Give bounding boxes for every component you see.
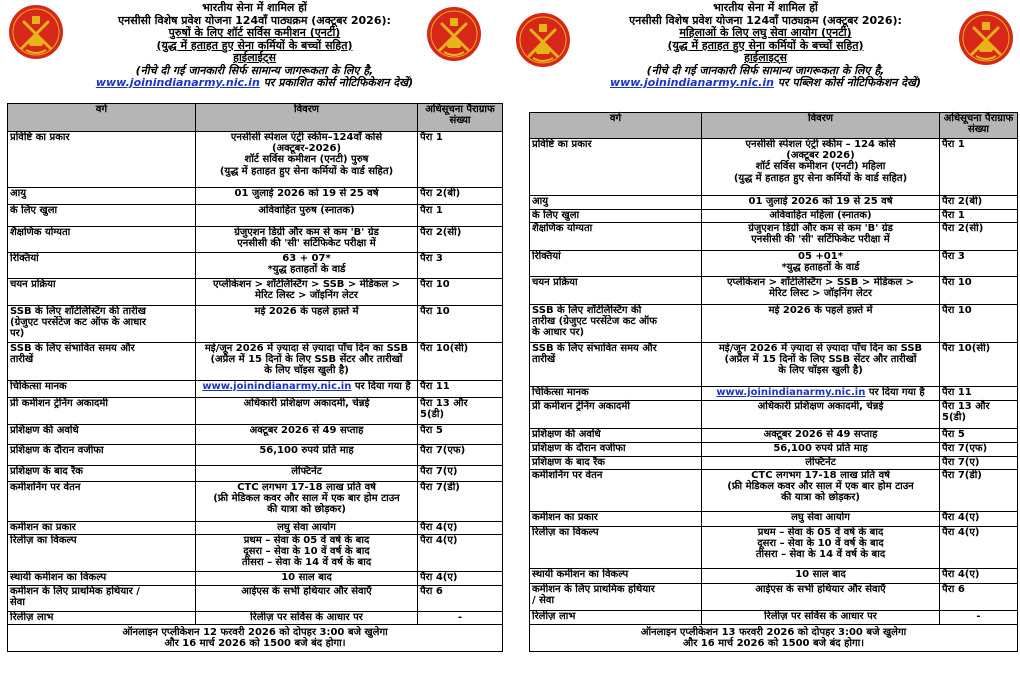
table-row xyxy=(530,401,1018,429)
details-cell: मई 2026 के पहले हफ़्ते में xyxy=(702,305,940,343)
table-row xyxy=(8,188,503,205)
details-cell: प्रथम – सेवा के 05 वें वर्ष के बाद दूसरा – सेवा के 10 वें वर्ष के बाद तीसरा – सेवा के 14 वें वर्ष के बाद xyxy=(702,527,940,569)
details-cell xyxy=(702,387,940,401)
header-line: पुरुषों के लिए शॉर्ट सर्विस कमीशन (एनटी) xyxy=(168,26,341,39)
paragraph-number-cell: पैरा 7(डी) xyxy=(418,482,503,522)
table-row xyxy=(8,482,503,522)
page-header xyxy=(42,2,467,90)
details-cell: CTC लगभग 17-18 लाख प्रति वर्ष (फ्री मेडिकल कवर और साल में एक बार होम टाउन की यात्रा को छोड़कर) xyxy=(196,482,418,522)
paragraph-number-cell: पैरा 13 और 5(डी) xyxy=(418,398,503,425)
details-cell: रिलीज़ पर सर्विस के आधार पर xyxy=(702,611,940,625)
table-row xyxy=(530,527,1018,569)
details-cell: अक्टूबर 2026 से 49 सप्ताह xyxy=(702,429,940,443)
paragraph-number-cell: पैरा 10(सी) xyxy=(940,343,1018,387)
details-cell: 01 जुलाई 2026 को 19 से 25 वर्ष xyxy=(702,196,940,210)
column-header: विवरण xyxy=(702,113,940,139)
header-highlights: हाईलाईट्स xyxy=(233,51,276,64)
table-row xyxy=(530,343,1018,387)
details-text: पर दिया गया है xyxy=(351,381,411,392)
details-cell: एनसीसी स्पेशल एंट्री स्कीम–124वाँ कोर्स (अक्टूबर-2026) शॉर्ट सर्विस कमीशन (एनटी) पुरुष (युद्ध में हताहत हुए सेना कर्मियों के वार्ड सहित) xyxy=(196,132,418,188)
details-cell: 10 साल बाद xyxy=(702,569,940,584)
details-cell: लेफ्टिनेंट xyxy=(702,457,940,470)
category-cell: प्रशिक्षण के दौरान वजीफा xyxy=(530,443,702,457)
table-row xyxy=(8,572,503,586)
paragraph-number-cell: पैरा 2(बी) xyxy=(940,196,1018,210)
header-line: पर प्रकाशित कोर्स नोटिफिकेशन देखें) xyxy=(259,76,414,89)
column-header: अधिसूचना पैराग्राफ संख्या xyxy=(418,104,503,132)
table-row xyxy=(530,443,1018,457)
category-cell: चयन प्रक्रिया xyxy=(530,277,702,305)
category-cell: कमीशन का प्रकार xyxy=(530,512,702,527)
header-line: महिलाओं के लिए लघु सेवा आयोग (एनटी) xyxy=(679,26,852,39)
category-cell: प्रविष्टि का प्रकार xyxy=(8,132,196,188)
paragraph-number-cell: पैरा 7(एफ) xyxy=(940,443,1018,457)
column-header: अधिसूचना पैराग्राफ संख्या xyxy=(940,113,1018,139)
paragraph-number-cell: पैरा 10 xyxy=(940,305,1018,343)
table-row xyxy=(530,251,1018,277)
details-cell: एप्लीकेशन > शॉर्टलिस्टिंग > SSB > मेडिकल > मेरिट लिस्ट > जॉइनिंग लेटर xyxy=(196,279,418,306)
paragraph-number-cell: पैरा 11 xyxy=(418,381,503,398)
table-row xyxy=(8,398,503,425)
table-row xyxy=(8,205,503,227)
footer-row xyxy=(8,625,503,652)
details-cell: आईएस के सभी हथियार और सेवाएँ xyxy=(702,584,940,611)
category-cell: प्रविष्टि का प्रकार xyxy=(530,139,702,196)
highlights-table xyxy=(7,103,503,652)
category-cell: रिलीज़ का विकल्प xyxy=(8,535,196,572)
paragraph-number-cell: पैरा 7(डी) xyxy=(940,470,1018,512)
paragraph-number-cell: पैरा 1 xyxy=(940,139,1018,196)
paragraph-number-cell: पैरा 7(एफ) xyxy=(418,445,503,466)
details-cell: लघु सेवा आयोग xyxy=(702,512,940,527)
table-row xyxy=(530,611,1018,625)
website-link[interactable]: www.joinindianarmy.nic.in xyxy=(609,76,774,89)
header-line: (युद्ध में हताहत हुए सेना कर्मियों के बच्चों सहित) xyxy=(667,38,864,52)
details-cell: अधिकारी प्रशिक्षण अकादमी, चेन्नई xyxy=(196,398,418,425)
table-row xyxy=(8,535,503,572)
category-cell: प्री कमीशन ट्रेनिंग अकादमी xyxy=(8,398,196,425)
category-cell: रिलीज़ का विकल्प xyxy=(530,527,702,569)
header-line: (नीचे दी गई जानकारी सिर्फ सामान्य जागरूकता के लिए है, xyxy=(646,63,885,77)
website-link[interactable]: www.joinindianarmy.nic.in xyxy=(716,387,866,398)
table-row xyxy=(530,305,1018,343)
table-row xyxy=(530,569,1018,584)
paragraph-number-cell: पैरा 1 xyxy=(940,210,1018,223)
category-cell: प्रशिक्षण के दौरान वजीफा xyxy=(8,445,196,466)
page-header xyxy=(561,2,970,90)
table-row xyxy=(530,210,1018,223)
category-cell: स्थायी कमीशन का विकल्प xyxy=(8,572,196,586)
table-row xyxy=(530,470,1018,512)
category-cell: SSB के लिए संभावित समय और तारीखें xyxy=(530,343,702,387)
details-cell: मई/जून 2026 में ज़्यादा से ज़्यादा पाँच दिन का SSB (अप्रैल में 15 दिनों के लिए SSB सेंटर और तारीखों के लिए चॉइस खुली है) xyxy=(702,343,940,387)
details-cell: अधिकारी प्रशिक्षण अकादमी, चेन्नई xyxy=(702,401,940,429)
column-header: वर्ग xyxy=(530,113,702,139)
footer-row xyxy=(530,625,1018,652)
paragraph-number-cell: - xyxy=(418,612,503,625)
details-cell: एप्लीकेशन > शॉर्टलिस्टिंग > SSB > मेडिकल > मेरिट लिस्ट > जॉइनिंग लेटर xyxy=(702,277,940,305)
header-line: एनसीसी विशेष प्रवेश योजना 124वाँ पाठ्यक्रम (अक्टूबर 2026): xyxy=(118,13,391,27)
table-row xyxy=(530,512,1018,527)
details-cell: ग्रेजुएशन डिग्री और कम से कम 'B' ग्रेड एनसीसी की 'सी' सर्टिफिकेट परीक्षा में xyxy=(196,227,418,253)
category-cell: प्रशिक्षण के बाद रैंक xyxy=(530,457,702,470)
details-cell: 05 +01* *युद्ध हताहतों के वार्ड xyxy=(702,251,940,277)
paragraph-number-cell: पैरा 4(ए) xyxy=(940,569,1018,584)
header-line: भारतीय सेना में शामिल हों xyxy=(713,1,818,14)
header-highlights: हाईलाइट्स xyxy=(744,51,787,64)
table-row xyxy=(8,279,503,306)
paragraph-number-cell: पैरा 4(ए) xyxy=(940,512,1018,527)
paragraph-number-cell: पैरा 10 xyxy=(418,306,503,343)
paragraph-number-cell: पैरा 3 xyxy=(940,251,1018,277)
table-row xyxy=(530,196,1018,210)
details-text: पर दिया गया है xyxy=(865,387,925,398)
paragraph-number-cell: पैरा 7(ए) xyxy=(940,457,1018,470)
category-cell: के लिए खुला xyxy=(8,205,196,227)
details-cell: रिलीज़ पर सर्विस के आधार पर xyxy=(196,612,418,625)
paragraph-number-cell: पैरा 10(सी) xyxy=(418,343,503,381)
table-row xyxy=(8,445,503,466)
details-cell: 56,100 रुपये प्रति माह xyxy=(196,445,418,466)
paragraph-number-cell: पैरा 4(ए) xyxy=(940,527,1018,569)
details-cell: 01 जुलाई 2026 को 19 से 25 वर्ष xyxy=(196,188,418,205)
category-cell: चिकित्सा मानक xyxy=(8,381,196,398)
table-row xyxy=(8,227,503,253)
paragraph-number-cell: पैरा 5 xyxy=(940,429,1018,443)
table-row xyxy=(8,343,503,381)
table-row xyxy=(8,132,503,188)
right-document-panel xyxy=(513,0,1018,673)
table-row xyxy=(530,457,1018,470)
left-document-panel xyxy=(2,0,507,673)
paragraph-number-cell: पैरा 2(सी) xyxy=(940,223,1018,251)
details-cell: अक्टूबर 2026 से 49 सप्ताह xyxy=(196,425,418,445)
header-line: भारतीय सेना में शामिल हों xyxy=(202,1,307,14)
application-dates-note: ऑनलाइन एप्लीकेशन 13 फरवरी 2026 को दोपहर 3:00 बजे खुलेगा और 16 मार्च 2026 को 1500 बजे बंद होगा। xyxy=(530,625,1018,652)
category-cell: रिलीज़ लाभ xyxy=(530,611,702,625)
table-row xyxy=(530,223,1018,251)
application-dates-note: ऑनलाइन एप्लीकेशन 12 फरवरी 2026 को दोपहर 3:00 बजे खुलेगा और 16 मार्च 2026 को 1500 बजे बंद होगा। xyxy=(8,625,503,652)
category-cell: प्रशिक्षण की अवधि xyxy=(530,429,702,443)
category-cell: शैक्षणिक योग्यता xyxy=(530,223,702,251)
header-line: एनसीसी विशेष प्रवेश योजना 124वाँ पाठ्यक्रम (अक्टूबर 2026): xyxy=(629,13,902,27)
details-cell: ग्रेजुएशन डिग्री और कम से कम 'B' ग्रेड एनसीसी की 'सी' सर्टिफिकेट परीक्षा में xyxy=(702,223,940,251)
paragraph-number-cell: पैरा 10 xyxy=(418,279,503,306)
category-cell: चिकित्सा मानक xyxy=(530,387,702,401)
table-row xyxy=(530,387,1018,401)
paragraph-number-cell: पैरा 1 xyxy=(418,132,503,188)
paragraph-number-cell: पैरा 10 xyxy=(940,277,1018,305)
details-cell: प्रथम – सेवा के 05 वें वर्ष के बाद दूसरा – सेवा के 10 वें वर्ष के बाद तीसरा – सेवा के 14 वें वर्ष के बाद xyxy=(196,535,418,572)
paragraph-number-cell: - xyxy=(940,611,1018,625)
paragraph-number-cell: पैरा 4(ए) xyxy=(418,522,503,535)
details-cell: 63 + 07* *युद्ध हताहतों के वार्ड xyxy=(196,253,418,279)
category-cell: प्रशिक्षण की अवधि xyxy=(8,425,196,445)
category-cell: रिक्तियां xyxy=(8,253,196,279)
category-cell: आयु xyxy=(530,196,702,210)
highlights-table xyxy=(529,112,1018,652)
details-cell: लघु सेवा आयोग xyxy=(196,522,418,535)
category-cell: कमीशन का प्रकार xyxy=(8,522,196,535)
header-line: पर पब्लिश कोर्स नोटिफिकेशन देखें) xyxy=(773,76,921,89)
paragraph-number-cell: पैरा 4(ए) xyxy=(418,572,503,586)
paragraph-number-cell: पैरा 2(बी) xyxy=(418,188,503,205)
category-cell: रिक्तियां xyxy=(530,251,702,277)
details-cell: एनसीसी स्पेशल एंट्री स्कीम – 124 कोर्स (अक्टूबर 2026) शॉर्ट सर्विस कमीशन (एनटी) महिला (युद्ध में हताहत हुए सेना कर्मियों के वार्ड सहित) xyxy=(702,139,940,196)
category-cell: SSB के लिए संभावित समय और तारीखें xyxy=(8,343,196,381)
category-cell: चयन प्रक्रिया xyxy=(8,279,196,306)
category-cell: स्थायी कमीशन का विकल्प xyxy=(530,569,702,584)
category-cell: आयु xyxy=(8,188,196,205)
table-row xyxy=(8,253,503,279)
header-line: (नीचे दी गई जानकारी सिर्फ सामान्य जागरूकता के लिए है, xyxy=(135,63,374,77)
table-row xyxy=(530,584,1018,611)
details-cell: अविवाहित पुरुष (स्नातक) xyxy=(196,205,418,227)
column-header: वर्ग xyxy=(8,104,196,132)
paragraph-number-cell: पैरा 4(ए) xyxy=(418,535,503,572)
table-row xyxy=(8,425,503,445)
paragraph-number-cell: पैरा 11 xyxy=(940,387,1018,401)
paragraph-number-cell: पैरा 7(ए) xyxy=(418,466,503,482)
table-row xyxy=(530,277,1018,305)
category-cell: रिलीज़ लाभ xyxy=(8,612,196,625)
website-link[interactable]: www.joinindianarmy.nic.in xyxy=(202,381,352,392)
table-row xyxy=(530,429,1018,443)
table-row xyxy=(8,522,503,535)
category-cell: कमीशनिंग पर वेतन xyxy=(8,482,196,522)
table-row xyxy=(8,612,503,625)
header-line: (युद्ध में हताहत हुए सेना कर्मियों के बच्चों सहित) xyxy=(156,38,353,52)
details-cell: आईएस के सभी हथियार और सेवाएँ xyxy=(196,586,418,612)
paragraph-number-cell: पैरा 3 xyxy=(418,253,503,279)
details-cell: 56,100 रुपये प्रति माह xyxy=(702,443,940,457)
details-cell: अविवाहित महिला (स्नातक) xyxy=(702,210,940,223)
details-cell: लेफ्टिनेंट xyxy=(196,466,418,482)
paragraph-number-cell: पैरा 2(सी) xyxy=(418,227,503,253)
table-row xyxy=(530,139,1018,196)
paragraph-number-cell: पैरा 1 xyxy=(418,205,503,227)
category-cell: के लिए खुला xyxy=(530,210,702,223)
details-cell: CTC लगभग 17-18 लाख प्रति वर्ष (फ्री मेडिकल कवर और साल में एक बार होम टाउन की यात्रा को छोड़कर) xyxy=(702,470,940,512)
paragraph-number-cell: पैरा 13 और 5(डी) xyxy=(940,401,1018,429)
column-header: विवरण xyxy=(196,104,418,132)
category-cell: कमीशन के लिए प्राथमिक हथियार / सेवा xyxy=(530,584,702,611)
table-row xyxy=(8,306,503,343)
category-cell: SSB के लिए शॉर्टलिस्टिंग की तारीख (ग्रेजुएट परसेंटेज कट ऑफ के आधार पर) xyxy=(8,306,196,343)
details-cell: मई/जून 2026 में ज़्यादा से ज़्यादा पाँच दिन का SSB (अप्रैल में 15 दिनों के लिए SSB सेंटर और तारीखों के लिए चॉइस खुली है) xyxy=(196,343,418,381)
category-cell: शैक्षणिक योग्यता xyxy=(8,227,196,253)
table-row xyxy=(8,586,503,612)
details-cell xyxy=(196,381,418,398)
category-cell: कमीशन के लिए प्राथमिक हथियार / सेवा xyxy=(8,586,196,612)
website-link[interactable]: www.joinindianarmy.nic.in xyxy=(95,76,260,89)
table-row xyxy=(8,466,503,482)
category-cell: कमीशनिंग पर वेतन xyxy=(530,470,702,512)
category-cell: प्री कमीशन ट्रेनिंग अकादमी xyxy=(530,401,702,429)
paragraph-number-cell: पैरा 6 xyxy=(418,586,503,612)
category-cell: प्रशिक्षण के बाद रैंक xyxy=(8,466,196,482)
category-cell: SSB के लिए शॉर्टलिस्टिंग की तारीख (ग्रेजुएट परसेंटेज कट ऑफ के आधार पर) xyxy=(530,305,702,343)
table-row xyxy=(8,381,503,398)
details-cell: 10 साल बाद xyxy=(196,572,418,586)
paragraph-number-cell: पैरा 6 xyxy=(940,584,1018,611)
details-cell: मई 2026 के पहले हफ़्ते में xyxy=(196,306,418,343)
paragraph-number-cell: पैरा 5 xyxy=(418,425,503,445)
